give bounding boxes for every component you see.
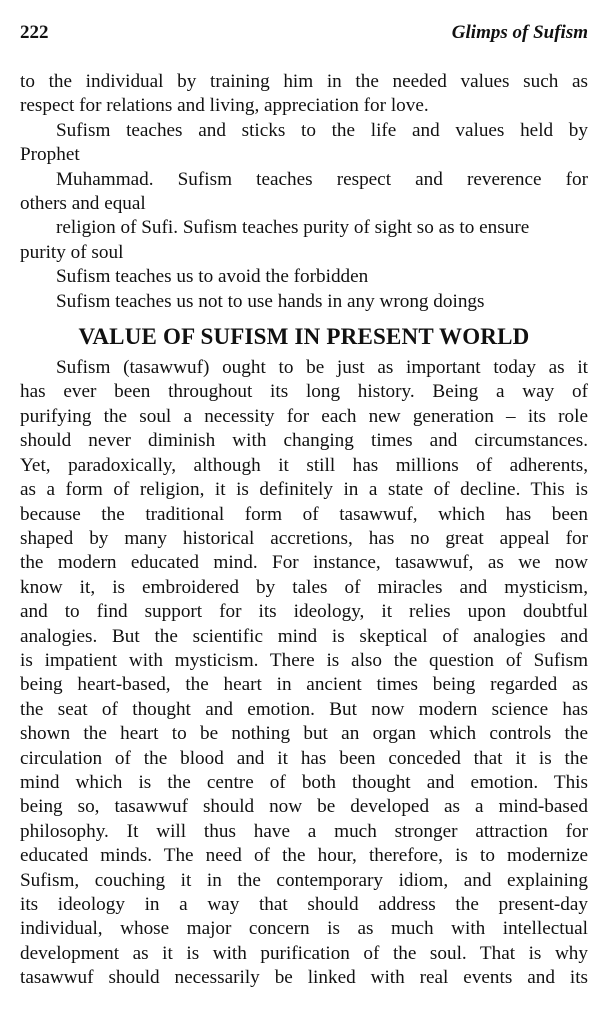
text-line: to the individual by training him in the needed values such as	[20, 71, 588, 92]
text-line: religion of Sufi. Sufism teaches purity of sight so as to ensure	[56, 217, 530, 239]
section-heading: VALUE OF SUFISM IN PRESENT WORLD	[78, 324, 530, 350]
text-line: mind which is the centre of both thought and emotion. This	[20, 771, 588, 793]
text-line: philosophy. It will thus have a much stronger attraction for	[20, 820, 588, 842]
text-line: should never diminish with changing times and circumstances.	[20, 430, 588, 452]
text-line: the modern educated mind. For instance, tasawwuf, as we now	[20, 552, 588, 574]
text-line: Sufism teaches us not to use hands in any wrong doings	[56, 290, 485, 312]
text-line: and to find support for its ideology, it relies upon doubtful	[20, 601, 588, 623]
page-body	[20, 70, 588, 991]
text-line: Muhammad. Sufism teaches respect and reverence for	[56, 168, 588, 190]
text-line: its ideology in a way that should address the present-day	[20, 894, 588, 915]
section-paragraph	[20, 356, 588, 991]
text-line: Prophet	[20, 144, 80, 166]
text-line: circulation of the blood and it has been conceded that it is the	[20, 747, 588, 769]
text-line: tasawwuf should necessarily be linked with real events and its	[20, 967, 588, 989]
page-header	[20, 22, 588, 46]
text-line: shown the heart to be nothing but an organ which controls the	[20, 723, 588, 745]
text-line: has ever been throughout its long history. Being a way of	[20, 381, 588, 403]
text-line: being heart-based, the heart in ancient times being regarded as	[20, 674, 588, 696]
text-line: shaped by many historical accretions, has no great appeal for	[20, 527, 588, 549]
text-line: purifying the soul a necessity for each new generation – its role	[20, 405, 588, 427]
text-line: educated minds. The need of the hour, therefore, is to modernize	[20, 845, 588, 867]
text-line: as a form of religion, it is definitely in a state of decline. This is	[20, 479, 588, 501]
text-line: individual, whose major concern is as much with intellectual	[20, 918, 588, 940]
text-line: Sufism teaches us to avoid the forbidden	[56, 266, 369, 288]
text-line: Sufism teaches and sticks to the life and values held by	[56, 119, 588, 141]
text-line: purity of soul	[20, 241, 124, 263]
running-title: Glimps of Sufism	[451, 22, 588, 43]
text-line: know it, is embroidered by tales of miracles and mysticism,	[20, 576, 588, 598]
intro-paragraphs	[20, 70, 588, 314]
text-line: because the traditional form of tasawwuf, which has been	[20, 503, 588, 525]
text-line: respect for relations and living, appreciation for love.	[20, 95, 429, 117]
text-line: being so, tasawwuf should now be developed as a mind-based	[20, 796, 588, 818]
text-line: is impatient with mysticism. There is also the question of Sufism	[20, 649, 588, 671]
page-number: 222	[20, 22, 49, 43]
text-line: the seat of thought and emotion. But now modern science has	[20, 698, 588, 720]
text-line: others and equal	[20, 193, 146, 215]
text-line: Sufism (tasawwuf) ought to be just as important today as it	[56, 357, 588, 379]
text-line: Sufism, couching it in the contemporary idiom, and explaining	[20, 869, 588, 891]
text-line: Yet, paradoxically, although it still has millions of adherents,	[20, 454, 588, 476]
text-line: development as it is with purification of the soul. That is why	[20, 942, 588, 964]
text-line: analogies. But the scientific mind is skeptical of analogies and	[20, 625, 588, 647]
